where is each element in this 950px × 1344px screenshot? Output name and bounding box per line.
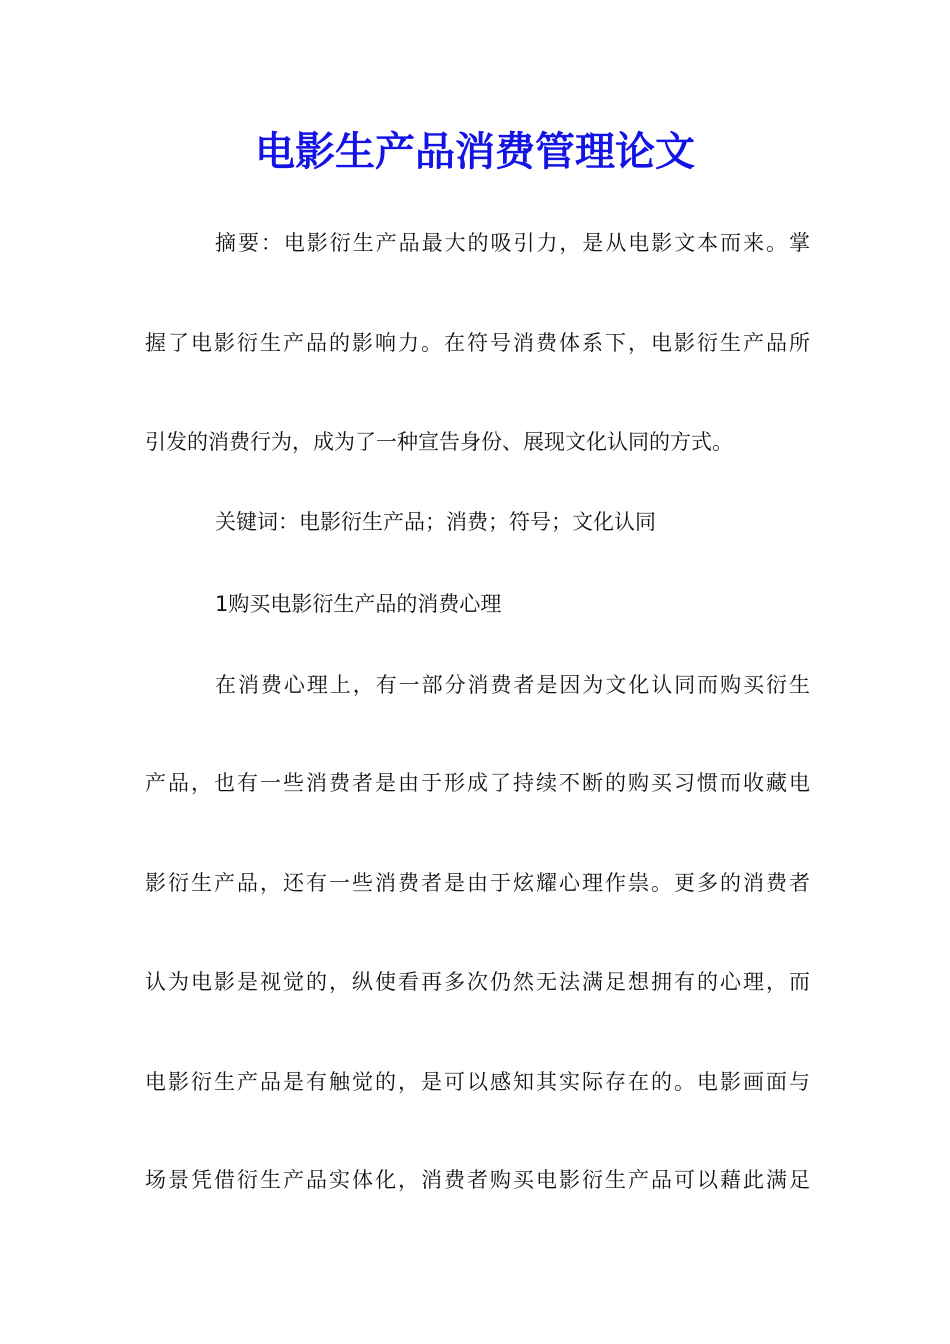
body-line-3: 影衍生产品，还有一些消费者是由于炫耀心理作祟。更多的消费者 [145, 871, 810, 895]
body-line-6: 场景凭借衍生产品实体化，消费者购买电影衍生产品可以藉此满足 [145, 1168, 810, 1192]
body-line-5: 电影衍生产品是有触觉的，是可以感知其实际存在的。电影画面与 [145, 1070, 810, 1094]
body-line-4: 认为电影是视觉的，纵使看再多次仍然无法满足想拥有的心理，而 [145, 970, 810, 994]
abstract-line-1: 摘要：电影衍生产品最大的吸引力，是从电影文本而来。掌 [215, 231, 810, 255]
abstract-line-2: 握了电影衍生产品的影响力。在符号消费体系下，电影衍生产品所 [145, 331, 810, 355]
keywords-line: 关键词：电影衍生产品；消费；符号；文化认同 [215, 510, 656, 534]
document-title: 电影生产品消费管理论文 [255, 128, 695, 175]
body-line-2: 产品，也有一些消费者是由于形成了持续不断的购买习惯而收藏电 [145, 771, 810, 795]
abstract-line-3: 引发的消费行为，成为了一种宣告身份、展现文化认同的方式。 [145, 430, 733, 454]
body-line-1: 在消费心理上，有一部分消费者是因为文化认同而购买衍生 [215, 673, 810, 697]
section-heading: 1购买电影衍生产品的消费心理 [215, 592, 502, 616]
